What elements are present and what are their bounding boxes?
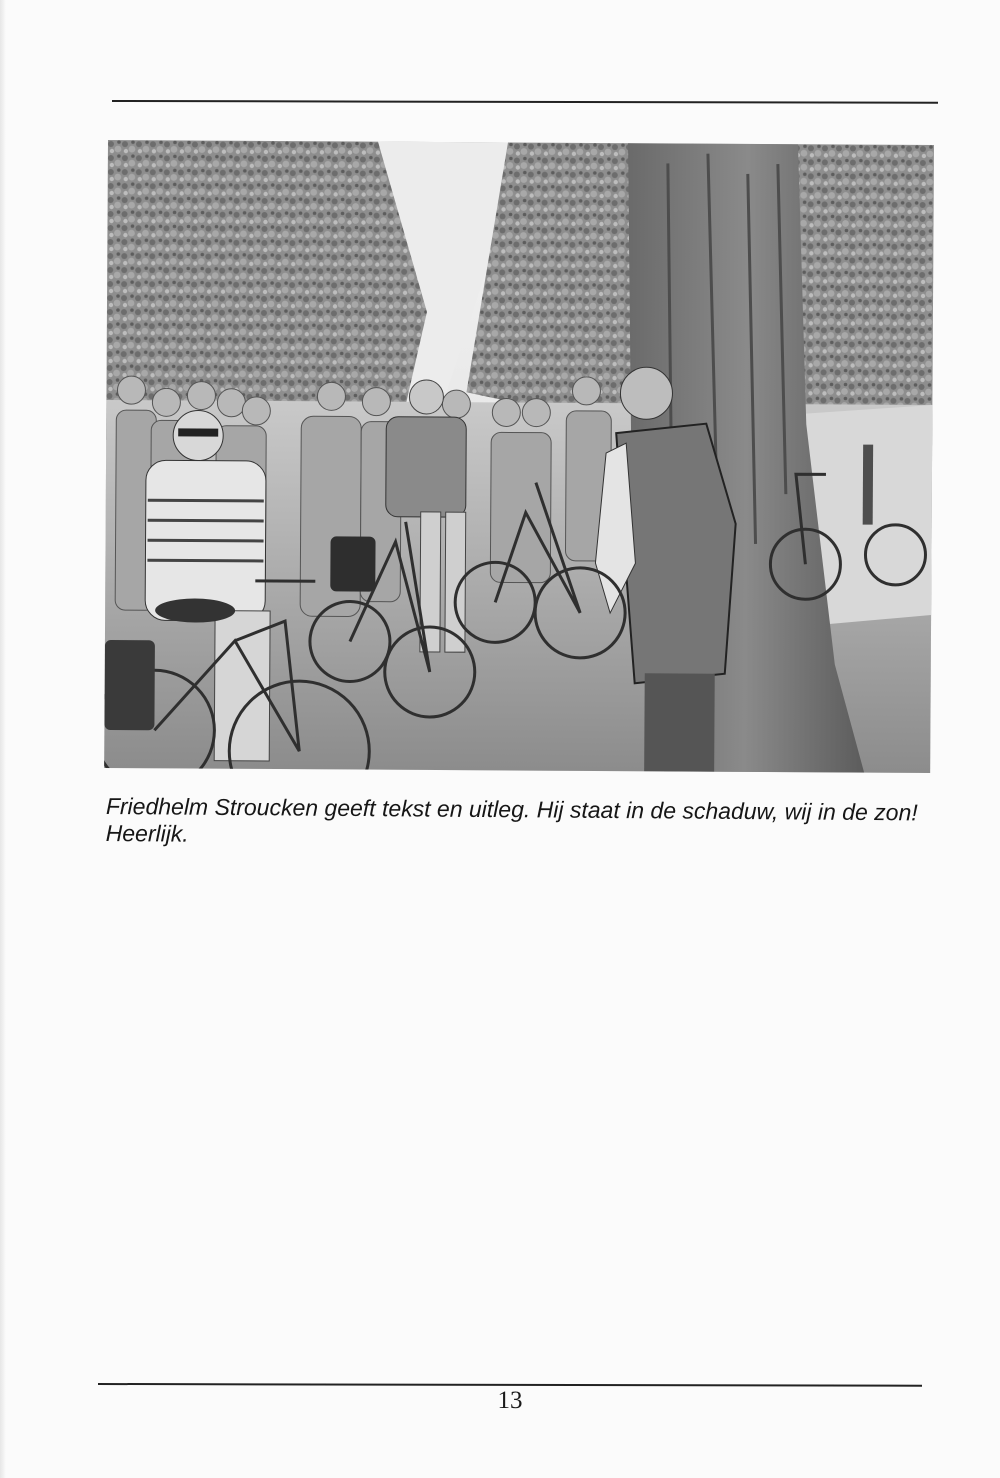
header-rule [112,100,938,104]
page-number: 13 [497,1387,523,1414]
photo-caption: Friedhelm Stroucken geeft tekst en uitleg. Hij staat in de schaduw, wij in de zon! Heerlijk. [105,793,918,847]
photo-cyclists-forest [104,140,934,773]
scan-edge-shadow [0,0,6,1478]
